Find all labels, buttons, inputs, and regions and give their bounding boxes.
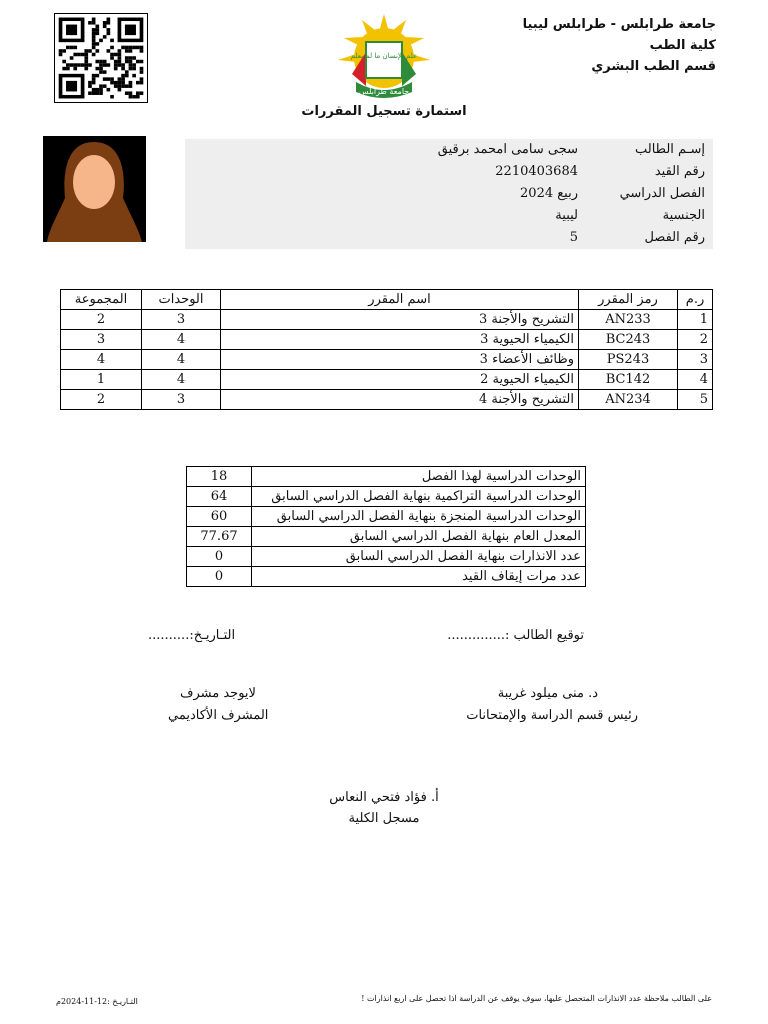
info-row-id <box>185 161 713 183</box>
advisor-name: لايوجد مشرف <box>180 686 256 701</box>
summary-label: المعدل العام بنهاية الفصل الدراسي السابق <box>252 527 586 547</box>
summary-value: 77.67 <box>187 527 252 547</box>
summary-label: الوحدات الدراسية التراكمية بنهاية الفصل الدراسي السابق <box>252 487 586 507</box>
student-info-panel <box>185 139 713 249</box>
cell-index: 5 <box>678 390 713 410</box>
registrar-name-text: أ. فؤاد فتحي النعاس <box>329 790 439 805</box>
cell-code: BC142 <box>579 370 678 390</box>
nationality-label: الجنسية <box>662 208 705 223</box>
cell-code: PS243 <box>579 350 678 370</box>
university-logo <box>336 12 432 104</box>
table-row <box>61 350 713 370</box>
summary-label: الوحدات الدراسية المنجزة بنهاية الفصل الدراسي السابق <box>252 507 586 527</box>
university-line: جامعة طرابلس - طرابلس ليبيا <box>522 17 716 32</box>
logo-inner-text: علم الإنسان ما لم يعلم <box>350 52 418 60</box>
info-row-class <box>185 227 713 249</box>
summary-value: 18 <box>187 467 252 487</box>
nationality-value: ليبية <box>555 208 578 223</box>
cell-course-name: الكيمياء الحيوية 3 <box>221 330 579 350</box>
registrar-title <box>0 811 768 826</box>
cell-group: 4 <box>61 350 142 370</box>
info-row-name <box>185 139 713 161</box>
cell-index: 1 <box>678 310 713 330</box>
cell-units: 4 <box>142 370 221 390</box>
form-title: استمارة تسجيل المقررات <box>301 104 467 119</box>
id-label: رقم القيد <box>654 164 705 179</box>
summary-value: 60 <box>187 507 252 527</box>
table-row <box>187 567 586 587</box>
col-units: الوحدات <box>142 290 221 310</box>
cell-index: 4 <box>678 370 713 390</box>
summary-value: 0 <box>187 567 252 587</box>
cell-course-name: الكيمياء الحيوية 2 <box>221 370 579 390</box>
student-name: سجى سامى امحمد برقيق <box>437 142 578 157</box>
name-label: إسـم الطالب <box>634 142 705 157</box>
class-value: 5 <box>569 230 578 245</box>
class-label: رقم الفصل <box>644 230 705 245</box>
cell-units: 3 <box>142 310 221 330</box>
cell-group: 2 <box>61 390 142 410</box>
table-row <box>187 527 586 547</box>
table-row <box>61 330 713 350</box>
table-row <box>187 547 586 567</box>
warning-note: على الطالب ملاحظة عدد الانذارات المتحصل عليها، سوف يوقف عن الدراسة اذا تحصل على اربع انذارات ! <box>361 994 712 1003</box>
cell-units: 3 <box>142 390 221 410</box>
cell-index: 3 <box>678 350 713 370</box>
cell-group: 3 <box>61 330 142 350</box>
institution-header <box>523 14 716 77</box>
cell-group: 1 <box>61 370 142 390</box>
exam-head-name: د. منى ميلود غريبة <box>497 686 598 701</box>
cell-index: 2 <box>678 330 713 350</box>
student-signature-line: توقيع الطالب :.............. <box>447 628 584 643</box>
col-code: رمز المقرر <box>579 290 678 310</box>
col-course-name: اسم المقرر <box>221 290 579 310</box>
cell-units: 4 <box>142 350 221 370</box>
student-photo <box>43 136 146 242</box>
logo-text: جامعة طرابلس <box>358 87 410 96</box>
table-row <box>187 507 586 527</box>
info-row-semester <box>185 183 713 205</box>
summary-value: 64 <box>187 487 252 507</box>
registrar-name <box>0 790 768 805</box>
summary-label: عدد مرات إيقاف القيد <box>252 567 586 587</box>
summary-value: 0 <box>187 547 252 567</box>
cell-course-name: التشريح والأجنة 3 <box>221 310 579 330</box>
courses-table <box>60 289 713 410</box>
table-row <box>61 310 713 330</box>
cell-code: AN233 <box>579 310 678 330</box>
info-row-nationality <box>185 205 713 227</box>
semester-label: الفصل الدراسي <box>619 186 705 201</box>
table-row <box>187 467 586 487</box>
semester-value: ربيع 2024 <box>520 186 578 201</box>
courses-header-row <box>61 290 713 310</box>
table-row <box>61 390 713 410</box>
exam-head-title: رئيس قسم الدراسة والإمتحانات <box>466 708 638 723</box>
summary-table <box>186 466 586 587</box>
cell-course-name: التشريح والأجنة 4 <box>221 390 579 410</box>
summary-label: عدد الانذارات بنهاية الفصل الدراسي السابق <box>252 547 586 567</box>
faculty-name: كلية الطب <box>649 38 716 53</box>
summary-label: الوحدات الدراسية لهذا الفصل <box>252 467 586 487</box>
cell-group: 2 <box>61 310 142 330</box>
table-row <box>187 487 586 507</box>
qr-code <box>54 13 148 103</box>
cell-code: AN234 <box>579 390 678 410</box>
col-group: المجموعة <box>61 290 142 310</box>
registrar-title-text: مسجل الكلية <box>348 811 420 826</box>
advisor-title: المشرف الأكاديمي <box>168 708 269 723</box>
student-id: 2210403684 <box>495 164 578 179</box>
print-date: التـاريـخ :12-11-2024م <box>56 997 138 1006</box>
table-row <box>61 370 713 390</box>
department-name: قسم الطب البشري <box>591 59 716 74</box>
cell-units: 4 <box>142 330 221 350</box>
cell-code: BC243 <box>579 330 678 350</box>
date-line: التـاريـخ:.......... <box>148 628 236 643</box>
cell-course-name: وظائف الأعضاء 3 <box>221 350 579 370</box>
col-index: ر.م <box>678 290 713 310</box>
